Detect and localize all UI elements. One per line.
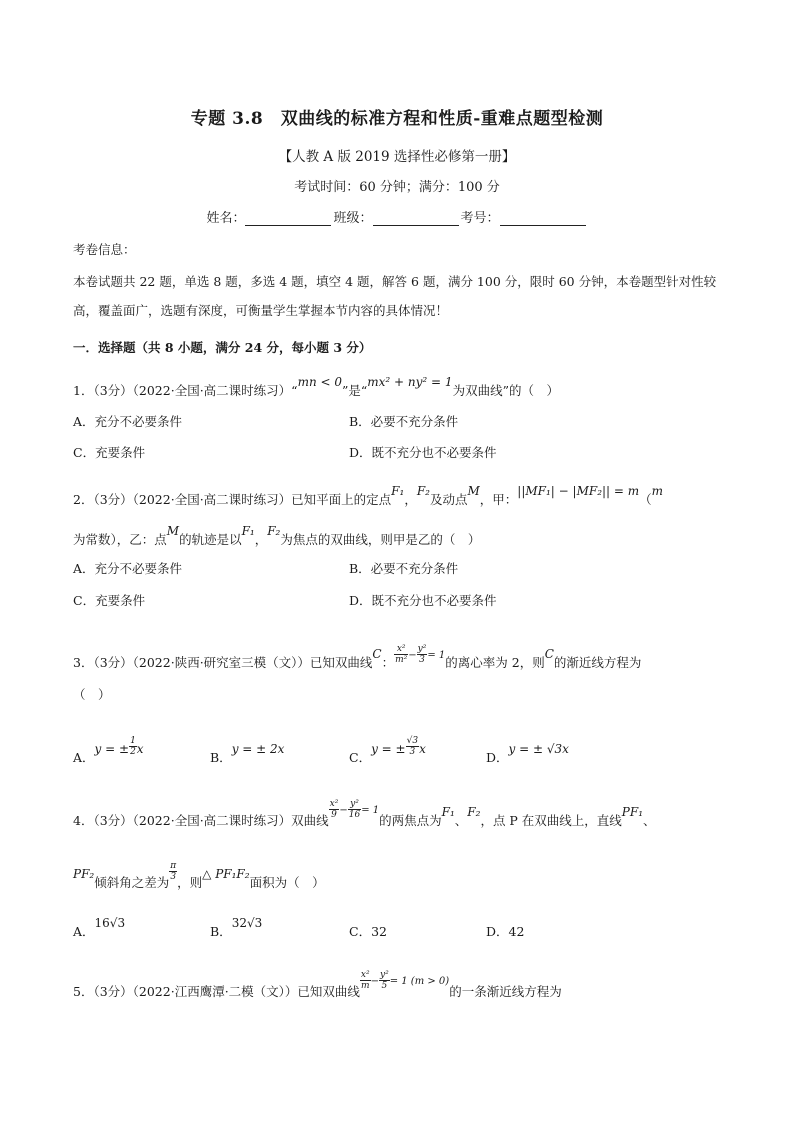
q5-frac-2 — [379, 970, 390, 991]
question-4-line2 — [73, 861, 325, 894]
q2-m-var: m — [651, 484, 664, 498]
q3-a-num: 1 — [130, 736, 136, 746]
info-text: 本卷试题共 22 题，单选 8 题，多选 4 题，填空 4 题，解答 6 题，满分 100 分，限时 60 分钟，本卷题型针对性较高，覆盖面广，选题有深度，可衡量学生掌握本节内容的具体情况！ — [73, 274, 717, 318]
q4-pi-frac — [169, 861, 177, 882]
q2-expr: ||MF₁| − |MF₂|| = m — [517, 484, 640, 498]
q3-c-frac — [406, 736, 419, 757]
q3-frac-1-den: m² — [395, 655, 408, 665]
q3-c-den: 3 — [409, 747, 416, 757]
q2-mid2: ，甲： — [479, 492, 518, 507]
question-2-line2 — [73, 524, 481, 548]
q2-f2b: F₂ — [267, 524, 281, 538]
q4-pf1: PF₁ — [621, 805, 644, 819]
q3-frac-1-num: x² — [394, 644, 408, 655]
q4-line2b: ，则 — [177, 875, 203, 890]
q4-end: 、 — [643, 813, 656, 828]
q5-frac-2-num: y² — [380, 970, 389, 980]
q3-c2: C — [544, 647, 554, 661]
q4-rhs: = 1 — [361, 805, 380, 816]
q2-line2c: 为焦点的双曲线，则甲是乙的（ ） — [280, 532, 481, 547]
q5-frac-1 — [360, 970, 371, 991]
name-field[interactable] — [245, 211, 331, 226]
q5-minus: − — [370, 976, 379, 987]
q4-tri: △ PF₁F₂ — [202, 867, 250, 881]
q3-frac-2 — [417, 644, 428, 665]
q5-frac-2-den: 5 — [381, 981, 388, 991]
q1-option-d[interactable]: D．既不充分也不必要条件 — [349, 445, 497, 460]
q3-colon: ： — [381, 655, 395, 670]
q2-paren: （ — [639, 492, 652, 507]
q3-option-a[interactable] — [73, 736, 144, 769]
q4-a-label: A． — [73, 924, 95, 939]
q1-option-a[interactable]: A．充分不必要条件 — [73, 414, 183, 429]
class-field[interactable] — [373, 211, 459, 226]
q3-c-expr: y = ± — [371, 742, 406, 756]
q4-option-a[interactable] — [73, 916, 126, 940]
q1-math-1: mn < 0 — [297, 375, 342, 389]
q3-a-x: x — [136, 742, 144, 756]
q3-d-label: D． — [486, 750, 509, 765]
q5-suffix: 的一条渐近线方程为 — [449, 984, 562, 999]
q5-rhs: = 1 (m > 0) — [389, 976, 450, 987]
q3-b-expr: y = ± 2x — [231, 742, 285, 756]
q3-minus: − — [408, 650, 417, 661]
question-5 — [73, 970, 562, 1003]
q4-b-expr: 32√3 — [231, 916, 263, 930]
q4-line2c: 面积为（ ） — [249, 875, 325, 890]
q3-a-den: 2 — [130, 747, 136, 757]
q3-paren: （ ） — [73, 687, 111, 702]
q4-b-label: B． — [210, 924, 232, 939]
q4-f2: F₂ — [467, 805, 481, 819]
q1-mid: ”是“ — [342, 383, 368, 398]
q5-prefix: 5．（3分）（2022·江西鹰潭·二模（文））已知双曲线 — [73, 984, 360, 999]
q4-minus: − — [339, 805, 348, 816]
q2-option-d[interactable]: D．既不充分也不必要条件 — [349, 593, 497, 608]
question-1 — [73, 375, 559, 399]
page-title: 专题 3.8 双曲线的标准方程和性质-重难点题型检测 — [190, 109, 604, 129]
q1-prefix: 1．（3分）（2022·全国·高二课时练习）“ — [73, 383, 298, 398]
q3-option-d[interactable] — [486, 742, 569, 766]
q3-c-num: √3 — [406, 736, 419, 746]
q2-m: M — [467, 484, 480, 498]
q2-option-a[interactable]: A．充分不必要条件 — [73, 561, 183, 576]
q3-frac-2-den: 3 — [419, 655, 425, 665]
q2-mid: 及动点 — [429, 492, 468, 507]
q2-sep2: ， — [254, 532, 268, 547]
q4-pi-num: π — [170, 861, 177, 871]
q3-b-label: B． — [210, 750, 232, 765]
q1-option-c[interactable]: C．充要条件 — [73, 445, 146, 460]
q4-frac-1 — [329, 799, 340, 820]
q4-mid2: ，点 P 在双曲线上，直线 — [480, 813, 622, 828]
q4-pi-den: 3 — [170, 872, 177, 882]
q3-frac-1 — [394, 644, 408, 665]
number-field[interactable] — [500, 211, 586, 226]
q1-suffix: 为双曲线”的（ ） — [452, 383, 559, 398]
q2-prefix: 2．（3分）（2022·全国·高二课时练习）已知平面上的定点 — [73, 492, 392, 507]
q4-frac-2 — [348, 799, 361, 820]
q4-frac-2-den: 16 — [348, 810, 361, 820]
name-label: 姓名： — [206, 211, 246, 226]
q4-frac-2-num: y² — [348, 799, 361, 810]
q2-option-b[interactable]: B．必要不充分条件 — [349, 561, 459, 576]
q3-d-expr: y = ± √3x — [508, 742, 569, 756]
q4-f1: F₁ — [441, 805, 455, 819]
q2-line2a: 为常数），乙：点 — [73, 532, 167, 547]
q3-option-b[interactable] — [210, 742, 285, 766]
q4-frac-1-num: x² — [329, 799, 339, 809]
q4-option-c[interactable]: C．32 — [349, 924, 387, 939]
q2-option-c[interactable]: C．充要条件 — [73, 593, 146, 608]
q3-option-c[interactable] — [349, 736, 426, 769]
q4-pf2: PF₂ — [73, 867, 95, 881]
q4-prefix: 4．（3分）（2022·全国·高二课时练习）双曲线 — [73, 813, 329, 828]
q3-prefix: 3．（3分）（2022·陕西·研究室三模（文））已知双曲线 — [73, 655, 373, 670]
q3-a-expr: y = ± — [94, 742, 130, 756]
q3-suffix-b: 的渐近线方程为 — [553, 655, 642, 670]
question-2 — [73, 484, 664, 508]
q3-c: C — [372, 647, 382, 661]
subtitle: 【人教 A 版 2019 选择性必修第一册】 — [278, 149, 516, 165]
q3-rhs: = 1 — [427, 650, 446, 661]
q4-line2a: 倾斜角之差为 — [94, 875, 170, 890]
q3-a-label: A． — [73, 750, 95, 765]
q4-mid: 的两焦点为 — [379, 813, 442, 828]
q2-m2: M — [166, 524, 180, 538]
q2-line2b: 的轨迹是以 — [179, 532, 242, 547]
q5-frac-1-num: x² — [360, 970, 370, 980]
class-label: 班级： — [333, 211, 373, 226]
section-heading: 一．选择题（共 8 小题，满分 24 分，每小题 3 分） — [73, 340, 372, 355]
q3-suffix-a: 的离心率为 2，则 — [445, 655, 545, 670]
q4-option-d[interactable]: D．42 — [486, 924, 525, 939]
question-3 — [73, 644, 642, 674]
q5-frac-1-den: m — [360, 981, 370, 991]
student-fields — [0, 207, 794, 226]
q4-option-b[interactable] — [210, 916, 263, 940]
q2-sep: ， — [404, 492, 417, 507]
q4-dun: 、 — [454, 813, 468, 828]
q3-a-frac — [129, 736, 137, 757]
q1-math-2: mx² + ny² = 1 — [367, 375, 453, 389]
question-4 — [73, 799, 656, 832]
q1-option-b[interactable]: B．必要不充分条件 — [349, 414, 459, 429]
q2-f1b: F₁ — [241, 524, 255, 538]
q4-a-expr: 16√3 — [94, 916, 126, 930]
q3-c-x: x — [419, 742, 426, 756]
q3-frac-2-num: y² — [417, 644, 427, 654]
q2-f2: F₂ — [416, 484, 430, 498]
info-label: 考卷信息： — [73, 242, 136, 257]
q3-c-label: C． — [349, 750, 372, 765]
q2-f1: F₁ — [391, 484, 405, 498]
q4-frac-1-den: 9 — [331, 810, 337, 820]
number-label: 考号： — [460, 211, 500, 226]
exam-time: 考试时间：60 分钟；满分：100 分 — [294, 180, 500, 195]
